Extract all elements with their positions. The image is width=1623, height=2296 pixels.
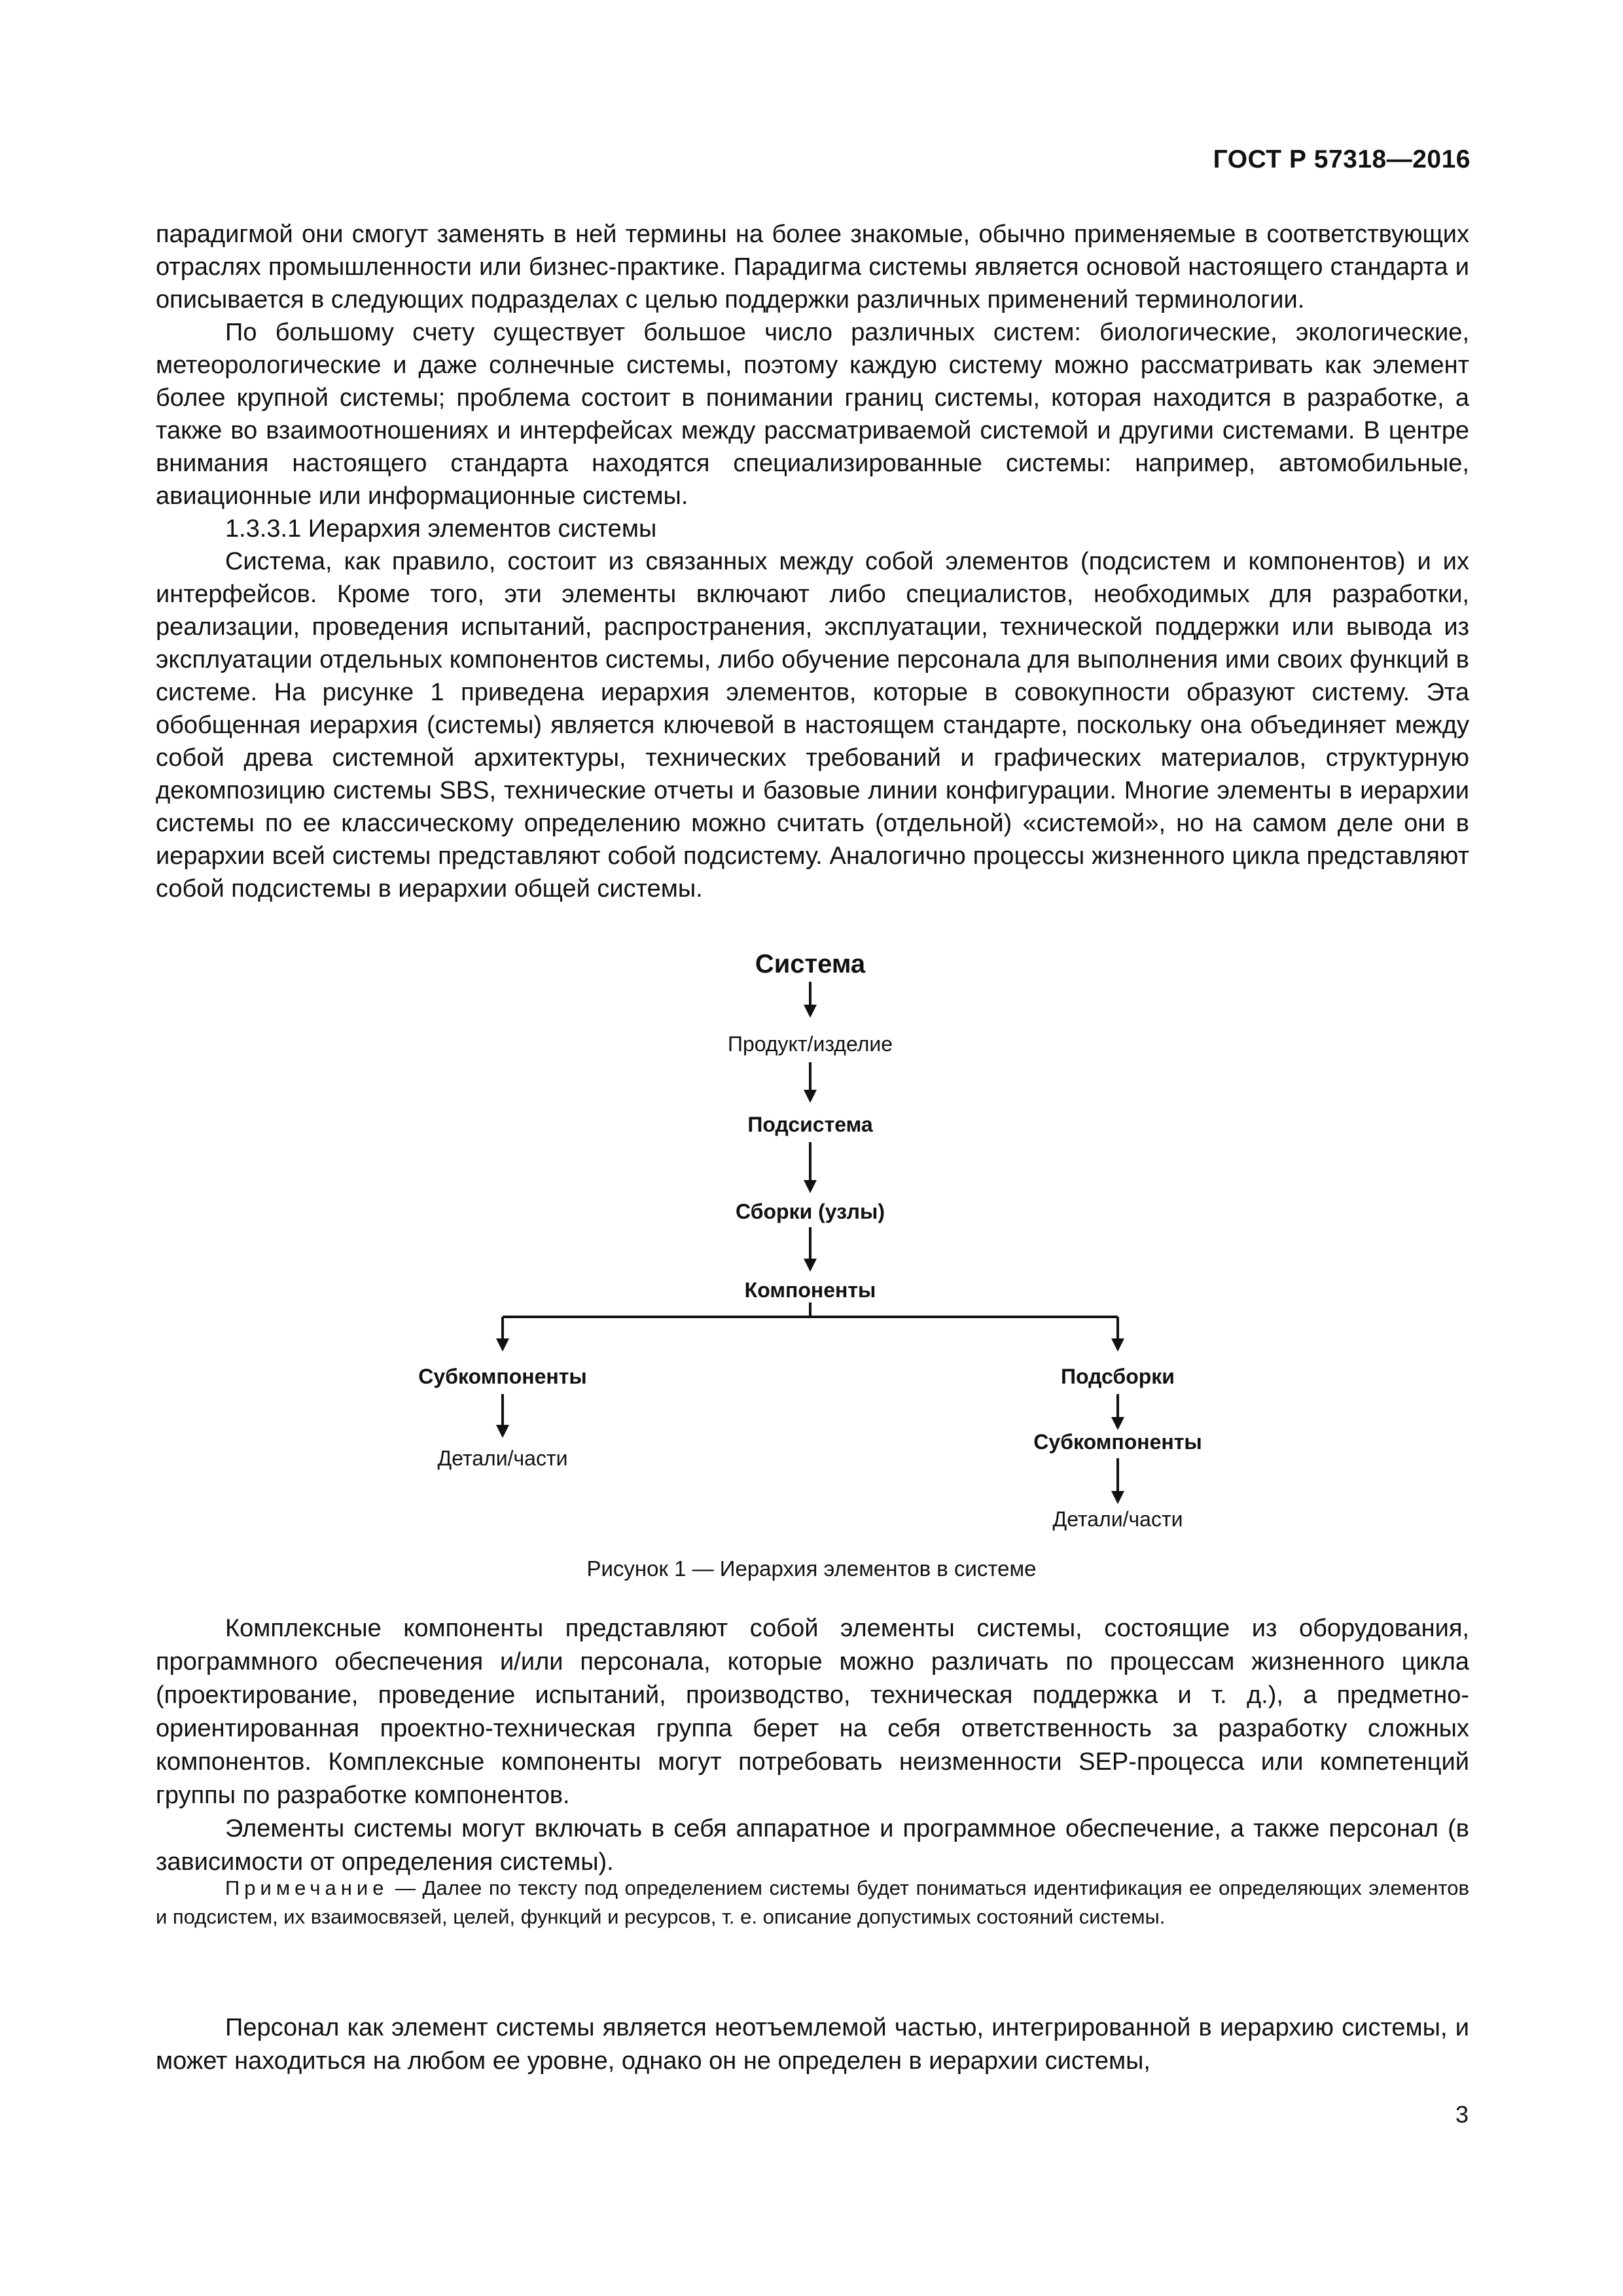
node-subassemblies: Подсборки [1061,1365,1175,1388]
node-product: Продукт/изделие [727,1032,893,1056]
node-components: Компоненты [744,1278,876,1302]
node-subcomponents-left: Субкомпоненты [418,1365,587,1388]
arrow-head [1111,1491,1124,1504]
arrow-head [804,1180,817,1193]
paragraph: Система, как правило, состоит из связанных между собой элементов (подсистем и компонентов) и их интерфейсов. Кроме того, эти элементы включают либо специалистов, необходимых для разработки, реализации, проведения испытаний, распространения, эксплуатации, технической поддержки или вывода из эксплуатации отдельных компонентов системы, либо обучение персонала для выполнения ими своих функций в системе. На рисунке 1 приведена иерархия элементов, которые в совокупности образуют систему. Эта обобщенная иерархия (системы) является ключевой в настоящем стандарте, поскольку она объединяет между собой древа системной архитектуры, технических требований и графических материалов, структурную декомпозицию системы SBS, технические отчеты и базовые линии конфигурации. Многие элементы в иерархии системы по ее классическому определению можно считать (отдельной) «системой», но на самом деле они в иерархии всей системы представляют собой подсистему. Аналогично процессы жизненного цикла представляют собой подсистемы в иерархии общей системы. [156,548,1469,903]
node-system: Система [755,950,866,978]
node-subsystem: Подсистема [747,1113,873,1136]
paragraph: По большому счету существует большое число различных систем: биологические, экологические, метеорологические и даже солнечные системы, поэтому каждую систему можно рассматривать как элемент более крупной системы; проблема состоит в понимании границ системы, которая находится в разработке, а также во взаимоотношениях и интерфейсах между рассматриваемой системой и другими системами. В центре внимания настоящего стандарта находятся специализированные системы: например, автомобильные, авиационные или информационные системы. [156,319,1469,510]
paragraph: Комплексные компоненты представляют собой элементы системы, состоящие из оборудования, программного обеспечения и/или персонала, которые можно различать по процессам жизненного цикла (проектирование, проведение испытаний, производство, техническая поддержка и т. д.), а предметно-ориентированная проектно-техническая группа берет на себя ответственность за разработку сложных компонентов. Комплексные компоненты могут потребовать неизменности SEP-процесса или компетенций группы по разработке компонентов. [156,1615,1469,1809]
note-block [156,1874,1469,1931]
section-heading: 1.3.3.1 Иерархия элементов системы [225,515,657,543]
standard-header: ГОСТ Р 57318—2016 [1213,145,1471,173]
note-text: — Далее по тексту под определением системы будет пониматься идентификация ее определяющих элементов и подсистем, их взаимосвязей, целей, функций и ресурсов, т. е. описание допустимых состояний системы. [156,1876,1469,1928]
body-text-middle [156,1612,1469,1879]
paragraph: Элементы системы могут включать в себя аппаратное и программное обеспечение, а также персонал (в зависимости от определения системы). [156,1815,1469,1876]
figure-caption: Рисунок 1 — Иерархия элементов в системе [586,1556,1037,1581]
node-parts-left: Детали/части [437,1446,568,1470]
arrow-head [804,1005,817,1018]
node-parts-right: Детали/части [1052,1507,1183,1531]
body-text-top [156,218,1469,905]
body-text-bottom [156,2011,1469,2078]
node-assemblies: Сборки (узлы) [736,1200,885,1223]
arrow-head [1111,1338,1124,1352]
arrow-head [496,1338,509,1352]
arrow-head [1111,1417,1124,1430]
arrow-head [804,1259,817,1272]
paragraph: Персонал как элемент системы является неотъемлемой частью, интегрированной в иерархию системы, и может находиться на любом ее уровне, однако он не определен в иерархии системы, [156,2014,1469,2075]
page-number: 3 [1455,2101,1469,2128]
hierarchy-figure [0,920,1623,1600]
arrow-head [804,1090,817,1103]
hierarchy-diagram-lines [0,920,1623,1600]
node-subcomponents-right: Субкомпоненты [1033,1430,1202,1454]
arrow-head [496,1425,509,1438]
paragraph: парадигмой они смогут заменять в ней термины на более знакомые, обычно применяемые в соответствующих отраслях промышленности или бизнес-практике. Парадигма системы является основой настоящего стандарта и описывается в следующих подразделах с целью поддержки различных применений терминологии. [156,221,1469,314]
note-label: Примечание [225,1876,389,1899]
